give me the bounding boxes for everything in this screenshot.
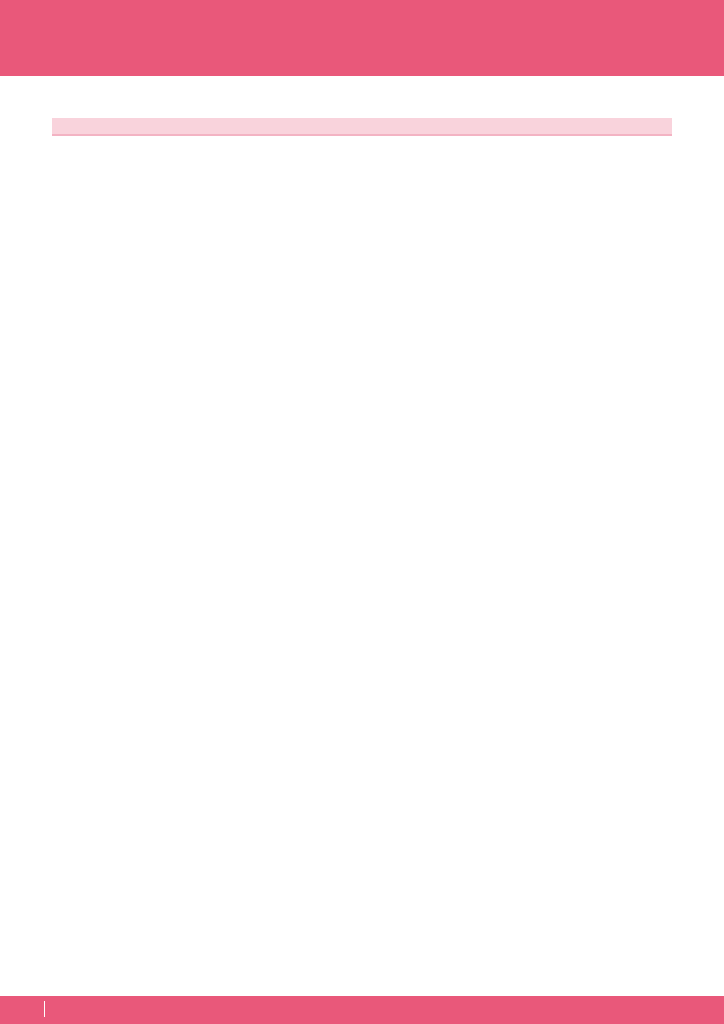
footer-band: [0, 996, 724, 1024]
section-heading-line: [52, 134, 672, 136]
header-band: [0, 0, 724, 76]
footer-divider: [44, 1001, 45, 1017]
